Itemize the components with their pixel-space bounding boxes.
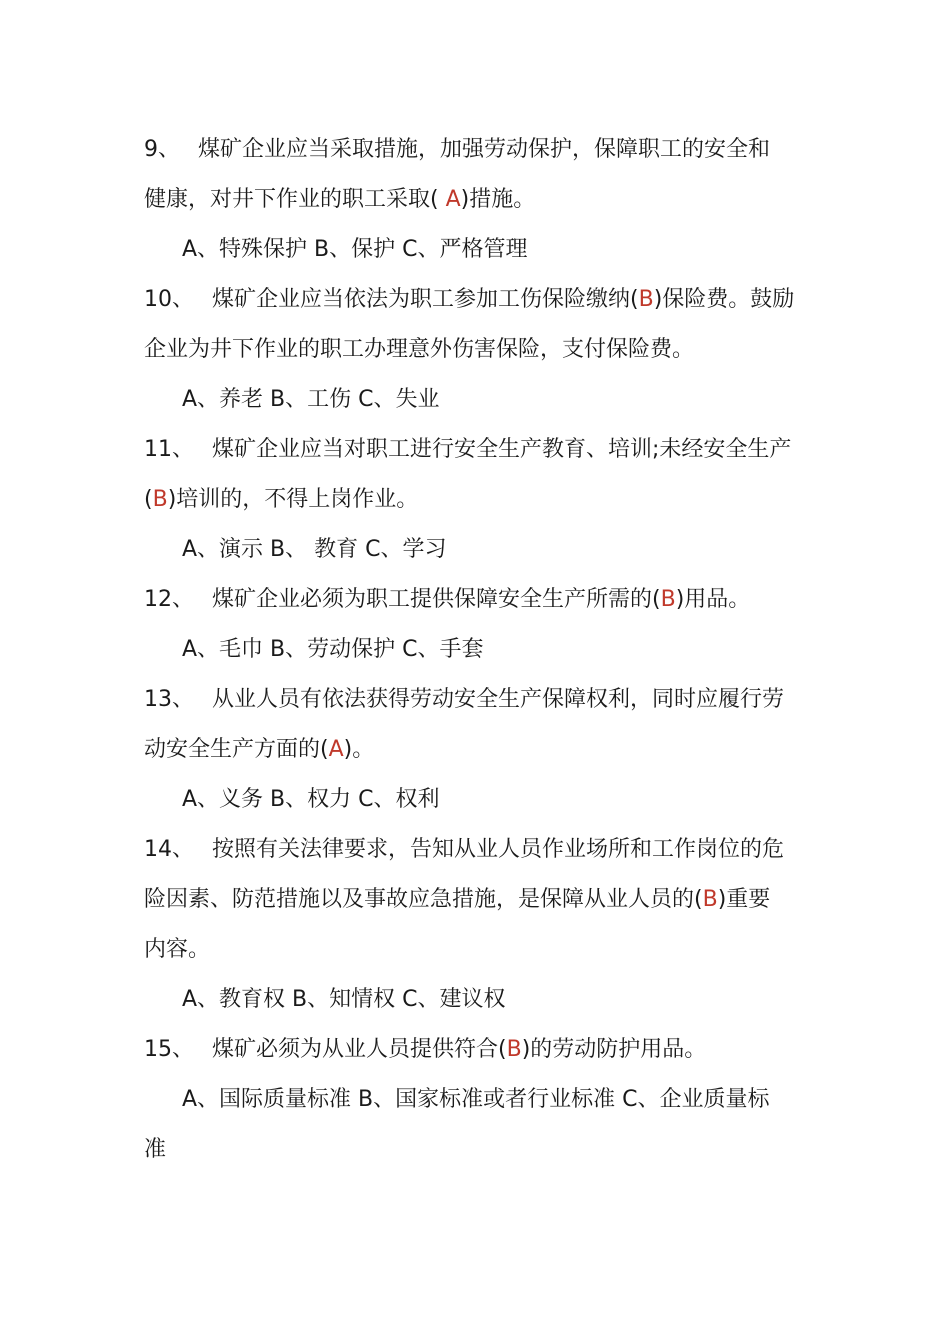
q15-answer: B [506,1037,522,1062]
q12-text-before: 煤矿企业必须为职工提供保障安全生产所需的( [212,587,661,612]
q10-number: 10、 [144,287,194,312]
q11-text-before: ( [144,487,153,512]
q14-number: 14、 [144,837,194,862]
q13-answer: A [328,737,344,762]
q12-answer: B [660,587,676,612]
q15-options-cont: 准 [144,1137,167,1162]
q11-line1 [144,425,814,475]
q13-line2 [144,725,814,775]
q11-options: A、演示 B、 教育 C、学习 [182,537,447,562]
q15-line1 [144,1025,814,1075]
q9-text-before: 健康，对井下作业的职工采取( [144,187,439,212]
q13-number: 13、 [144,687,194,712]
q9-number: 9、 [144,137,180,162]
q13-options: A、义务 B、权力 C、权利 [182,787,440,812]
q13-text: 从业人员有依法获得劳动安全生产保障权利，同时应履行劳 [212,687,785,712]
q14-line3: 内容。 [144,937,211,962]
q10-answer: B [638,287,654,312]
q12-number: 12、 [144,587,194,612]
q13-text-before: 动安全生产方面的( [144,737,329,762]
q15-text-after: )的劳动防护用品。 [521,1037,707,1062]
q13-text-after: )。 [343,737,375,762]
q14-text-before: 险因素、防范措施以及事故应急措施，是保障从业人员的( [144,887,703,912]
q9-options: A、特殊保护 B、保护 C、严格管理 [182,237,528,262]
q9-answer: A [438,187,461,212]
q10-text-after: )保险费。鼓励 [653,287,795,312]
q15-number: 15、 [144,1037,194,1062]
q11-number: 11、 [144,437,194,462]
q11-line2 [144,475,814,525]
q9-line2 [144,175,814,225]
q9-text: 煤矿企业应当采取措施，加强劳动保护，保障职工的安全和 [198,137,771,162]
q12-text-after: )用品。 [675,587,751,612]
q14-text: 按照有关法律要求，告知从业人员作业场所和工作岗位的危 [212,837,785,862]
q10-text-before: 煤矿企业应当依法为职工参加工伤保险缴纳( [212,287,639,312]
q11-text-after: )培训的，不得上岗作业。 [167,487,419,512]
q13-line1 [144,675,814,725]
q14-text-after: )重要 [717,887,771,912]
q11-answer: B [152,487,168,512]
q10-line2: 企业为井下作业的职工办理意外伤害保险，支付保险费。 [144,337,695,362]
q14-line1 [144,825,814,875]
q15-text-before: 煤矿必须为从业人员提供符合( [212,1037,507,1062]
q11-text: 煤矿企业应当对职工进行安全生产教育、培训;未经安全生产 [212,437,792,462]
q12-options: A、毛巾 B、劳动保护 C、手套 [182,637,484,662]
q10-options: A、养老 B、工伤 C、失业 [182,387,440,412]
q14-line2 [144,875,814,925]
q10-line1 [144,275,814,325]
q14-answer: B [702,887,718,912]
q9-line1 [144,125,814,175]
q15-options: A、国际质量标准 B、国家标准或者行业标准 C、企业质量标 [182,1087,770,1112]
q12-line1 [144,575,814,625]
q14-options: A、教育权 B、知情权 C、建议权 [182,987,506,1012]
q9-text-after: )措施。 [460,187,536,212]
